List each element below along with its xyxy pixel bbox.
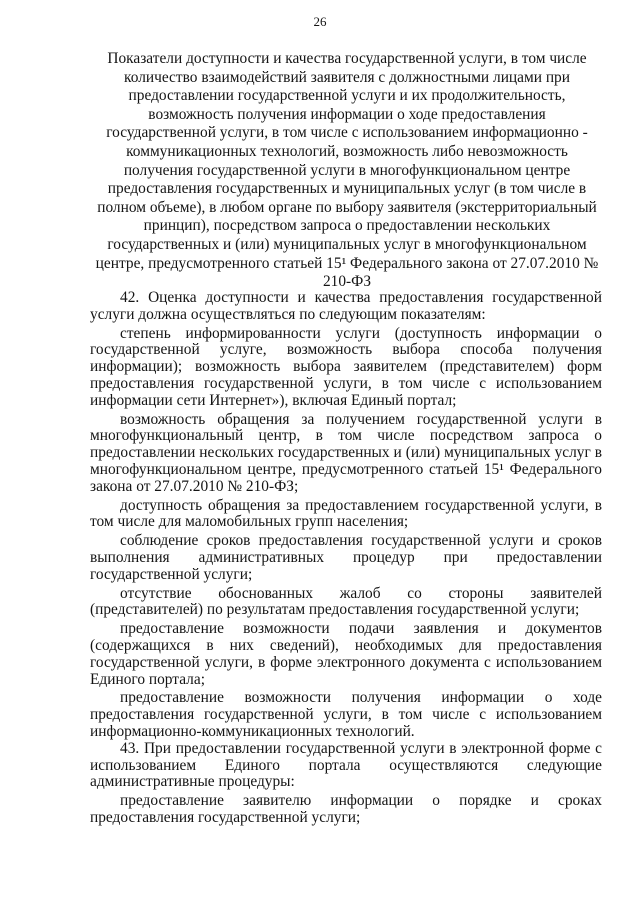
paragraph-deadlines: соблюдение сроков предоставления государственной услуги и сроков выполнения административных процедур при предоставлении государственной услуги; (90, 532, 602, 583)
paragraph-42: 42. Оценка доступности и качества предоставления государственной услуги должна осуществляться по следующим показателям: (90, 289, 602, 323)
paragraph-43: 43. При предоставлении государственной услуги в электронной форме с использованием Единого портала осуществляются следующие административные процедуры: (90, 739, 602, 791)
paragraph-status-info: предоставление возможности получения информации о ходе предоставления государственной услуги, в том числе с использованием информационно-коммуникационных технологий. (90, 689, 602, 740)
paragraph-mfc: возможность обращения за получением государственной услуги в многофункциональный центр, в том числе посредством запроса о предоставлении нескольких государственных и (или) муниципальных услуг в многофункциональном центре, предусмотренного статьей 15¹ Федерального закона от 27.07.2010 № 210-ФЗ; (90, 410, 602, 495)
paragraph-complaints: отсутствие обоснованных жалоб со стороны заявителей (представителей) по результатам предоставления государственной услуги; (90, 584, 602, 619)
paragraph-awareness: степень информированности услуги (доступность информации о государственной услуге, возможность выбора способа получения информации); возможность выбора заявителем (представителем) форм предоставления государственной услуги, в том числе с использованием информации сети Интернет»), включая Единый портал; (90, 324, 602, 409)
page-number: 26 (313, 14, 327, 29)
body-text (90, 290, 602, 827)
paragraph-info-procedure: предоставление заявителю информации о порядке и сроках предоставления государственной услуги; (90, 792, 602, 826)
paragraph-electronic-submission: предоставление возможности подачи заявления и документов (содержащихся в них сведений), необходимых для предоставления государственной услуги, в форме электронного документа с использованием Единого портала; (90, 620, 602, 688)
section-heading-text: Показатели доступности и качества государственной услуги, в том числе количество взаимодействий заявителя с должностными лицами при предоставлении государственной услуги и их продолжительность, возможность получения информации о ходе предоставления государственной услуги, в том числе с использованием информационно - коммуникационных технологий, возможность либо невозможность получения государственной услуги в многофункциональном центре предоставления государственных и муниципальных услуг (в том числе в полном объеме), в любом органе по выбору заявителя (экстерриториальный принцип), посредством запроса о предоставлении нескольких государственных и (или) муниципальных услуг в многофункциональном центре, предусмотренного статьей 15¹ Федерального закона от 27.07.2010 № 210-ФЗ (95, 50, 599, 291)
section-heading (92, 50, 602, 292)
paragraph-accessibility: доступность обращения за предоставлением государственной услуги, в том числе для маломобильных групп населения; (90, 496, 602, 531)
